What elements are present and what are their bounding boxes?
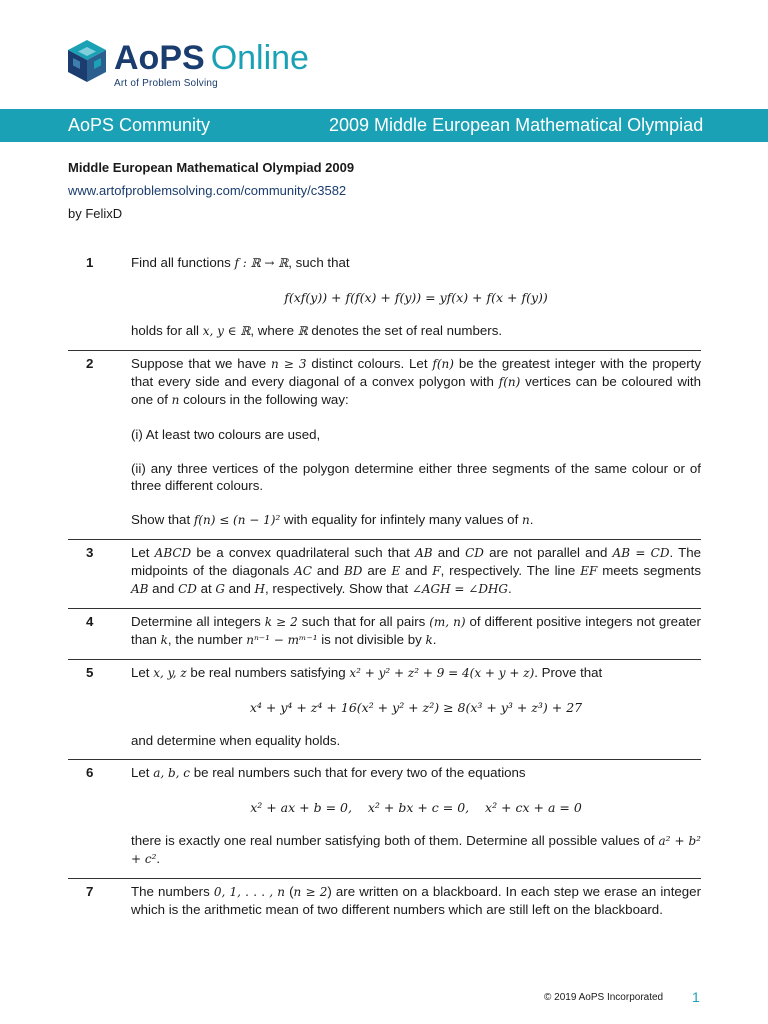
problem-text: and xyxy=(400,563,433,578)
math: (m, n) xyxy=(429,615,466,629)
problem-text: ) are written on a blackboard. In each step we erase an integer which is the arithmetic mean of two different numbers which are still left on the blackboard. xyxy=(131,884,702,917)
problem-number: 2 xyxy=(86,356,94,371)
math: E xyxy=(391,564,401,578)
problem-text: distinct colours. Let xyxy=(306,356,433,371)
problem-text: be real numbers such that for every two of the equations xyxy=(190,765,526,780)
problem-text: . The midpoints of the diagonals xyxy=(131,545,702,578)
problem-text: . Prove that xyxy=(534,665,603,680)
problem-number: 4 xyxy=(86,614,94,629)
problem-text: and xyxy=(432,545,466,560)
display-equation: x² + ax + b = 0, x² + bx + c = 0, x² + cx + a = 0 xyxy=(250,800,582,815)
problem-text: such that for all pairs xyxy=(297,614,430,629)
math: k xyxy=(425,633,433,647)
aops-logo xyxy=(66,38,309,89)
math: 0, 1, . . . , n xyxy=(213,885,286,899)
document-title: Middle European Mathematical Olympiad 2009 xyxy=(68,160,355,175)
math: n xyxy=(521,513,530,527)
document-meta xyxy=(68,156,354,225)
problem-list xyxy=(68,250,701,928)
math: n ≥ 3 xyxy=(271,357,307,371)
problem-text: meets segments xyxy=(597,563,701,578)
problem-text: and xyxy=(224,581,255,596)
math: AB = CD xyxy=(612,546,670,560)
problem-7 xyxy=(68,879,701,928)
problem-item: (ii) any three vertices of the polygon determine either three segments of the same colour or of three different colours. xyxy=(131,461,701,493)
problem-text: , where xyxy=(250,323,298,338)
math: a, b, c xyxy=(153,766,191,780)
problem-text: Let xyxy=(131,545,155,560)
problem-number: 5 xyxy=(86,665,94,680)
display-equation: f(xf(y)) + f(f(x) + f(y)) = yf(x) + f(x + f(y)) xyxy=(284,290,548,305)
math: x, y ∈ ℝ xyxy=(202,324,251,338)
problem-text: and determine when equality holds. xyxy=(131,733,341,748)
community-link[interactable]: www.artofproblemsolving.com/community/c3582 xyxy=(68,183,347,198)
problem-text: holds for all xyxy=(131,323,203,338)
math: AB xyxy=(415,546,433,560)
problem-text: Determine all integers xyxy=(131,614,265,629)
banner-contest-title: 2009 Middle European Mathematical Olympiad xyxy=(329,115,704,135)
math: BD xyxy=(343,564,363,578)
problem-1 xyxy=(68,250,701,351)
problem-3 xyxy=(68,540,701,609)
math: f : ℝ → ℝ xyxy=(234,256,289,270)
math: f(n) xyxy=(432,357,454,371)
problem-text: Let xyxy=(131,765,154,780)
problem-text: are not parallel and xyxy=(483,545,613,560)
problem-text: . xyxy=(529,512,534,527)
problem-number: 7 xyxy=(86,884,94,899)
math: k ≥ 2 xyxy=(264,615,298,629)
problem-text: are xyxy=(362,563,392,578)
problem-text: . xyxy=(508,581,512,596)
problem-text: denotes the set of real numbers. xyxy=(307,323,503,338)
page-number: 1 xyxy=(692,989,700,1005)
problem-text: be the greatest integer with the property that every side and every diagonal of a convex polygon with xyxy=(131,356,701,389)
problem-text: , respectively. The line xyxy=(440,563,581,578)
math: f(n) xyxy=(498,375,521,389)
problem-text: Find all functions xyxy=(131,255,235,270)
math: k xyxy=(160,633,168,647)
math: a² + b² + c² xyxy=(131,834,701,866)
problem-text: The numbers xyxy=(131,884,214,899)
math: H xyxy=(254,582,265,596)
problem-text: Show that xyxy=(131,512,194,527)
problem-item: (i) At least two colours are used, xyxy=(131,427,321,442)
logo-online-text: Online xyxy=(210,39,309,77)
problem-text: with equality for infintely many values of xyxy=(280,512,522,527)
math: EF xyxy=(580,564,598,578)
problem-text: at xyxy=(196,581,216,596)
math: F xyxy=(432,564,441,578)
problem-text: there is exactly one real number satisfying both of them. Determine all possible values of xyxy=(131,833,659,848)
problem-text: . xyxy=(432,632,437,647)
problem-number: 1 xyxy=(86,255,94,270)
math: x, y, z xyxy=(153,666,187,680)
problem-6 xyxy=(68,760,701,879)
problem-text: , such that xyxy=(288,255,350,270)
math: n ≥ 2 xyxy=(293,885,328,899)
author-line: by FelixD xyxy=(68,206,123,221)
math: f(n) ≤ (n − 1)² xyxy=(193,513,281,527)
problem-text: and xyxy=(311,563,344,578)
math: AB xyxy=(131,582,149,596)
problem-text: , the number xyxy=(167,632,247,647)
problem-text: be real numbers satisfying xyxy=(186,665,350,680)
math: CD xyxy=(465,546,484,560)
math: G xyxy=(215,582,225,596)
problem-text: , respectively. Show that xyxy=(265,581,412,596)
problem-4 xyxy=(68,609,701,660)
problem-number: 6 xyxy=(86,765,94,780)
math: ABCD xyxy=(154,546,192,560)
math: AC xyxy=(294,564,312,578)
problem-text: Let xyxy=(131,665,154,680)
problem-number: 3 xyxy=(86,545,94,560)
problem-text: is not divisible by xyxy=(317,632,426,647)
problem-text: vertices can be coloured with one of xyxy=(131,374,702,407)
math: n xyxy=(171,393,180,407)
problem-text: and xyxy=(148,581,179,596)
header-banner xyxy=(0,109,768,142)
problem-text: . xyxy=(156,851,161,866)
aops-cube-icon xyxy=(66,38,108,84)
math: x² + y² + z² + 9 = 4(x + y + z) xyxy=(349,666,535,680)
problem-text: of different positive integers not greater than xyxy=(131,614,701,647)
copyright: © 2019 AoPS Incorporated xyxy=(544,992,664,1003)
problem-text: ( xyxy=(285,884,294,899)
banner-community: AoPS Community xyxy=(68,115,211,135)
problem-5 xyxy=(68,660,701,760)
problem-2 xyxy=(68,351,701,540)
logo-aops-text: AoPS xyxy=(114,39,205,77)
display-equation: x⁴ + y⁴ + z⁴ + 16(x² + y² + z²) ≥ 8(x³ + y³ + z³) + 27 xyxy=(249,700,583,715)
problem-text: colours in the following way: xyxy=(179,392,349,407)
logo-subtitle: Art of Problem Solving xyxy=(114,78,218,89)
math: CD xyxy=(178,582,197,596)
math: ℝ xyxy=(297,324,308,338)
math: nⁿ⁻¹ − mᵐ⁻¹ xyxy=(246,633,318,647)
problem-text: Suppose that we have xyxy=(131,356,272,371)
math: ∠AGH = ∠DHG xyxy=(411,582,509,596)
problem-text: be a convex quadrilateral such that xyxy=(191,545,416,560)
